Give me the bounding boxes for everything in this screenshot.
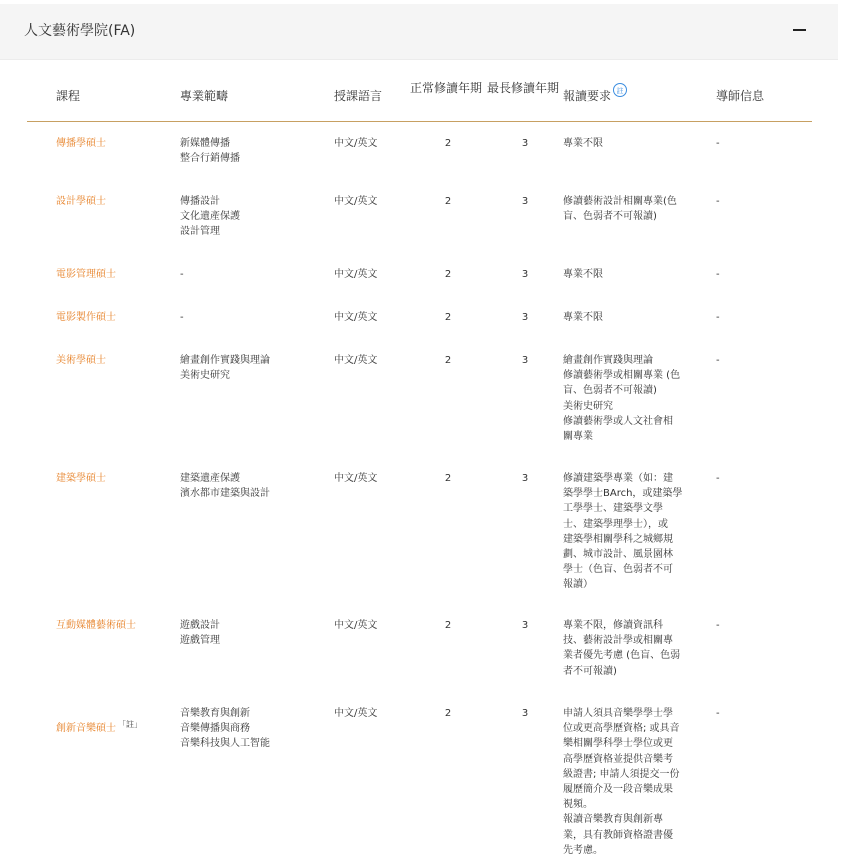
supervisor-cell: -: [716, 138, 720, 149]
course-link[interactable]: 傳播學碩士: [56, 138, 106, 149]
course-cell: [56, 706, 142, 736]
column-header-language: 授課語言: [334, 89, 383, 103]
requirements-cell: 修讀建築學專業（如：建 築學學士BArch，或建築學 工學學士、建築學文學 士、建築學理學士），或 建築學相關學科之城鄉規 劃、城市設計、風景園林 學士（色盲、色弱者不可 報讀）: [563, 473, 683, 591]
note-badge[interactable]: 註: [613, 83, 627, 97]
course-link[interactable]: 電影製作碩士: [56, 312, 116, 323]
course-link[interactable]: 設計學碩士: [56, 196, 106, 207]
max-years-cell: 3: [521, 312, 529, 323]
normal-years-cell: 2: [444, 196, 452, 207]
header-divider: [27, 121, 812, 122]
language-cell: 中文/英文: [334, 269, 378, 280]
max-years-cell: 3: [521, 473, 529, 484]
supervisor-cell: -: [716, 620, 720, 631]
specialization-cell: -: [180, 312, 184, 323]
max-years-cell: 3: [521, 138, 529, 149]
max-years-cell: 3: [521, 708, 529, 719]
specialization-cell: 音樂教育與創新 音樂傳播與商務 音樂科技與人工智能: [180, 708, 270, 750]
collapse-button[interactable]: [790, 20, 810, 40]
max-years-cell: 3: [521, 355, 529, 366]
column-header-course: 課程: [56, 89, 81, 103]
column-header-supervisor: 導師信息: [716, 89, 765, 103]
language-cell: 中文/英文: [334, 138, 378, 149]
language-cell: 中文/英文: [334, 708, 378, 719]
max-years-cell: 3: [521, 269, 529, 280]
supervisor-cell: -: [716, 312, 720, 323]
requirements-cell: 專業不限，修讀資訊科 技、藝術設計學或相關專 業者優先考慮 (色盲、色弱 者不可報讀): [563, 620, 681, 677]
requirements-cell: 修讀藝術設計相關專業(色 盲、色弱者不可報讀): [563, 196, 677, 223]
specialization-cell: 建築遺產保護 濱水都市建築與設計: [180, 473, 270, 500]
column-header-requirements: [563, 89, 627, 104]
requirements-cell: 申請人須具音樂學學士學 位或更高學歷資格; 或具音 樂相關學科學士學位或更 高學歷資格並提供音樂考 級證書; 申請人須提交一份 履歷簡介及一段音樂成果 視頻。 報讀音樂教育與創新專 業，具有教師資格證書優 先考慮。: [563, 708, 680, 856]
supervisor-cell: -: [716, 269, 720, 280]
specialization-cell: 傳播設計 文化遺產保護 設計管理: [180, 196, 240, 238]
normal-years-cell: 2: [444, 312, 452, 323]
requirements-cell: 專業不限: [563, 138, 603, 149]
faculty-title: 人文藝術學院(FA): [24, 23, 136, 39]
column-header-normal-years: 正常修讀年期: [410, 81, 483, 95]
course-link[interactable]: 建築學碩士: [56, 473, 106, 484]
max-years-cell: 3: [521, 620, 529, 631]
course-link[interactable]: 電影管理碩士: [56, 269, 116, 280]
column-header-specialization: 專業範疇: [180, 89, 229, 103]
normal-years-cell: 2: [444, 355, 452, 366]
requirements-label: 報讀要求: [563, 89, 612, 103]
column-header-max-years: 最長修讀年期: [487, 81, 560, 95]
language-cell: 中文/英文: [334, 312, 378, 323]
requirements-cell: 專業不限: [563, 312, 603, 323]
course-link[interactable]: 互動媒體藝術碩士: [56, 620, 136, 631]
supervisor-cell: -: [716, 355, 720, 366]
normal-years-cell: 2: [444, 620, 452, 631]
specialization-cell: -: [180, 269, 184, 280]
supervisor-cell: -: [716, 473, 720, 484]
language-cell: 中文/英文: [334, 196, 378, 207]
normal-years-cell: 2: [444, 708, 452, 719]
normal-years-cell: 2: [444, 473, 452, 484]
specialization-cell: 新媒體傳播 整合行銷傳播: [180, 138, 240, 165]
language-cell: 中文/英文: [334, 473, 378, 484]
supervisor-cell: -: [716, 708, 720, 719]
language-cell: 中文/英文: [334, 620, 378, 631]
requirements-cell: 繪畫創作實踐與理論 修讀藝術學或相關專業 (色 盲、色弱者不可報讀) 美術史研究 修讀藝術學或人文社會相 關專業: [563, 355, 681, 443]
minus-icon: [793, 29, 806, 31]
specialization-cell: 遊戲設計 遊戲管理: [180, 620, 220, 647]
language-cell: 中文/英文: [334, 355, 378, 366]
course-link[interactable]: 美術學碩士: [56, 355, 106, 366]
requirements-cell: 專業不限: [563, 269, 603, 280]
specialization-cell: 繪畫創作實踐與理論 美術史研究: [180, 355, 270, 382]
supervisor-cell: -: [716, 196, 720, 207]
max-years-cell: 3: [521, 196, 529, 207]
faculty-header[interactable]: [0, 4, 838, 60]
course-note: 「註」: [118, 720, 142, 730]
course-link[interactable]: 創新音樂碩士: [56, 723, 116, 735]
normal-years-cell: 2: [444, 138, 452, 149]
normal-years-cell: 2: [444, 269, 452, 280]
